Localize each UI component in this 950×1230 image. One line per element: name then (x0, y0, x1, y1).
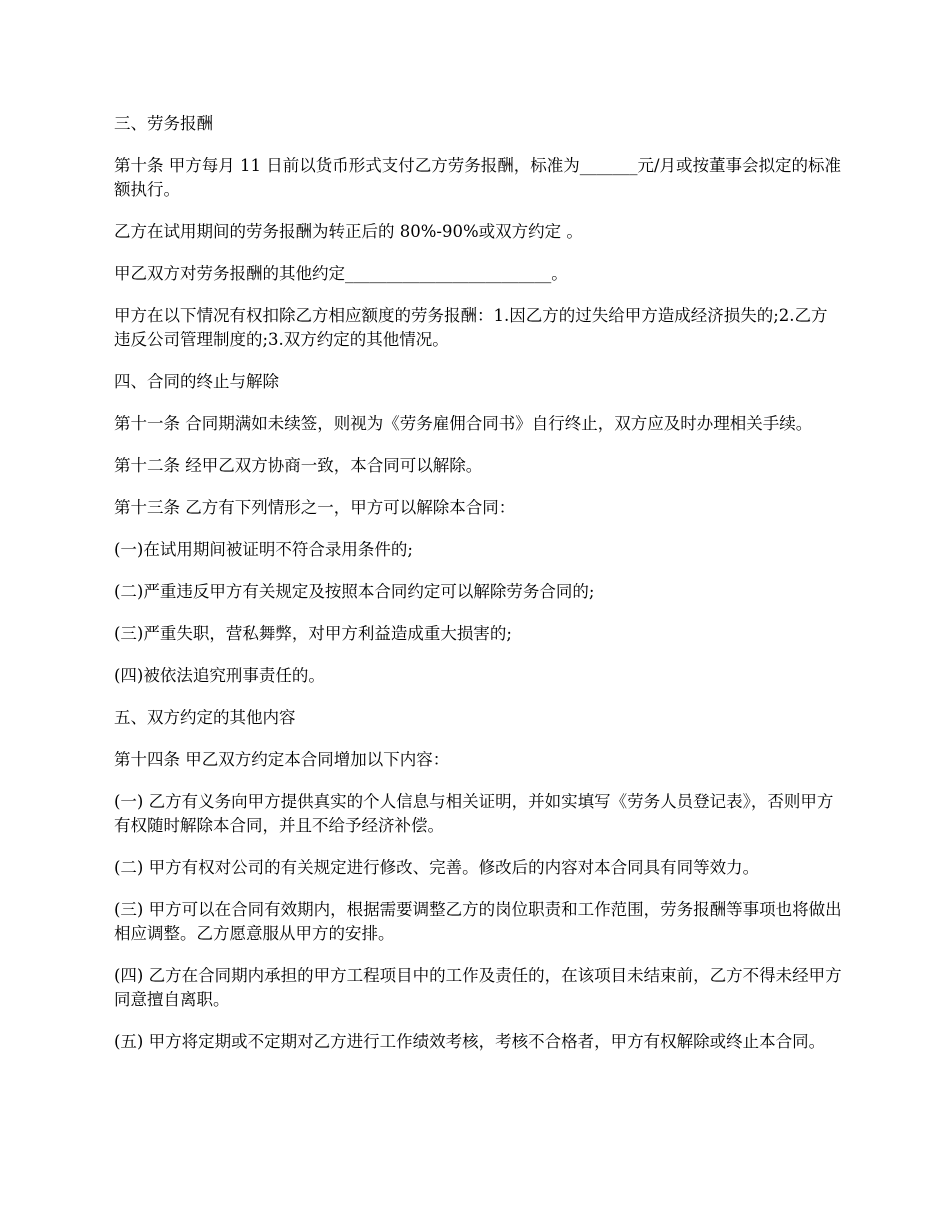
document-body (114, 112, 844, 1072)
probation-remuneration: 乙方在试用期间的劳务报酬为转正后的 80%-90%或双方约定 。 (114, 222, 583, 241)
section-heading-other: 五、双方约定的其他内容 (114, 708, 296, 727)
article-14: 第十四条 甲乙双方约定本合同增加以下内容： (114, 750, 450, 769)
other-clause-2: (二) 甲方有权对公司的有关规定进行修改、完善。修改后的内容对本合同具有同等效力。 (114, 858, 760, 877)
remuneration-deduction: 甲方在以下情况有权扣除乙方相应额度的劳务报酬：1.因乙方的过失给甲方造成经济损失的;2.乙方违反公司管理制度的;3.双方约定的其他情况。 (114, 306, 828, 349)
termination-clause-4: (四)被依法追究刑事责任的。 (114, 666, 325, 685)
other-clause-3: (三) 甲方可以在合同有效期内，根据需要调整乙方的岗位职责和工作范围，劳务报酬等事项也将做出相应调整。乙方愿意服从甲方的安排。 (114, 900, 842, 943)
article-10: 第十条 甲方每月 11 日前以货币形式支付乙方劳务报酬，标准为_______元/月或按董事会拟定的标准额执行。 (114, 156, 842, 199)
section-heading-remuneration: 三、劳务报酬 (114, 114, 213, 133)
other-remuneration-agreement: 甲乙双方对劳务报酬的其他约定_________________________。 (114, 264, 568, 283)
termination-clause-1: (一)在试用期间被证明不符合录用条件的; (114, 540, 413, 559)
other-clause-5: (五) 甲方将定期或不定期对乙方进行工作绩效考核，考核不合格者，甲方有权解除或终止本合同。 (114, 1032, 826, 1051)
other-clause-1: (一) 乙方有义务向甲方提供真实的个人信息与相关证明，并如实填写《劳务人员登记表》，否则甲方有权随时解除本合同，并且不给予经济补偿。 (114, 792, 834, 835)
termination-clause-3: (三)严重失职，营私舞弊，对甲方利益造成重大损害的; (114, 624, 512, 643)
article-11: 第十一条 合同期满如未续签，则视为《劳务雇佣合同书》自行终止，双方应及时办理相关手续。 (114, 414, 813, 433)
section-heading-termination: 四、合同的终止与解除 (114, 372, 279, 391)
termination-clause-2: (二)严重违反甲方有关规定及按照本合同约定可以解除劳务合同的; (114, 582, 595, 601)
article-12: 第十二条 经甲乙双方协商一致，本合同可以解除。 (114, 456, 483, 475)
other-clause-4: (四) 乙方在合同期内承担的甲方工程项目中的工作及责任的，在该项目未结束前，乙方不得未经甲方同意擅自离职。 (114, 966, 842, 1009)
article-13: 第十三条 乙方有下列情形之一，甲方可以解除本合同： (114, 498, 516, 517)
